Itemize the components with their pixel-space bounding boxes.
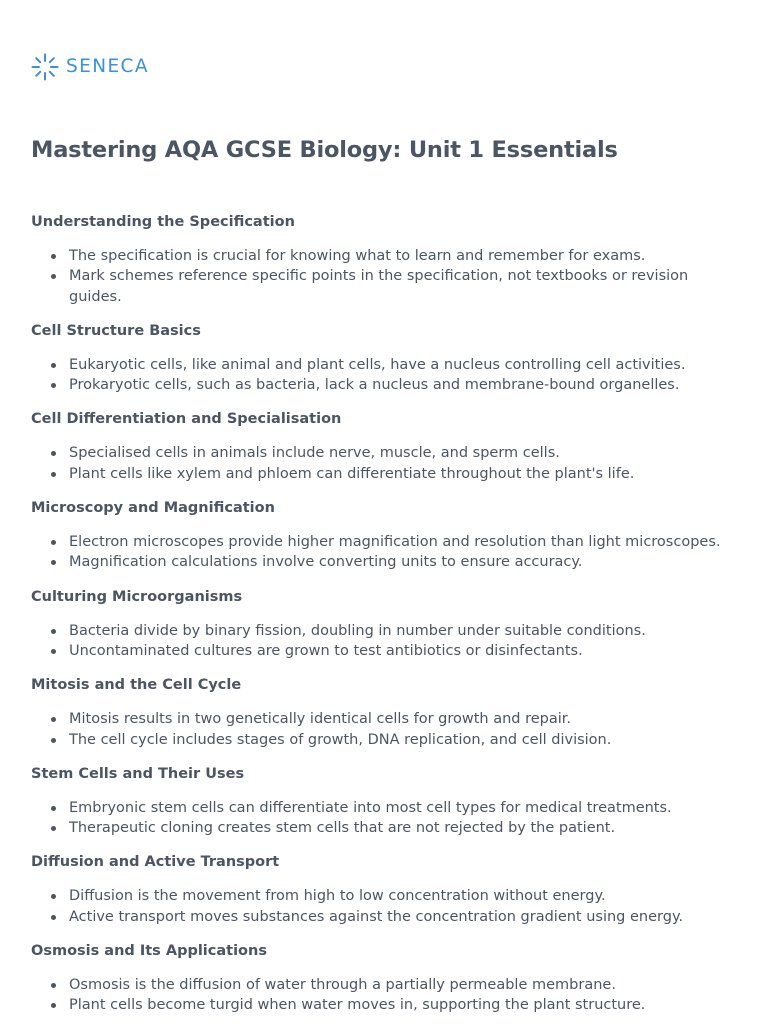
bullet-item: Specialised cells in animals include nerve, muscle, and sperm cells. bbox=[31, 443, 743, 463]
bullet-item: Eukaryotic cells, like animal and plant cells, have a nucleus controlling cell activities. bbox=[31, 355, 743, 375]
bullet-list bbox=[31, 355, 743, 396]
bullet-item: Uncontaminated cultures are grown to test antibiotics or disinfectants. bbox=[31, 641, 743, 661]
bullet-list bbox=[31, 443, 743, 484]
bullet-list bbox=[31, 621, 743, 662]
bullet-list bbox=[31, 532, 743, 573]
bullet-item: The cell cycle includes stages of growth, DNA replication, and cell division. bbox=[31, 730, 743, 750]
bullet-item: Plant cells like xylem and phloem can differentiate throughout the plant's life. bbox=[31, 464, 743, 484]
bullet-item: Plant cells become turgid when water moves in, supporting the plant structure. bbox=[31, 995, 743, 1015]
bullet-item: Mitosis results in two genetically identical cells for growth and repair. bbox=[31, 709, 743, 729]
section-heading: Osmosis and Its Applications bbox=[31, 943, 267, 960]
bullet-item: Bacteria divide by binary fission, doubling in number under suitable conditions. bbox=[31, 621, 743, 641]
page-title: Mastering AQA GCSE Biology: Unit 1 Essentials bbox=[31, 137, 618, 163]
bullet-list bbox=[31, 975, 743, 1016]
section-heading: Culturing Microorganisms bbox=[31, 588, 243, 605]
section-heading: Mitosis and the Cell Cycle bbox=[31, 677, 242, 694]
bullet-item: Mark schemes reference specific points in the specification, not textbooks or revision guides. bbox=[31, 266, 743, 307]
bullet-item: The specification is crucial for knowing what to learn and remember for exams. bbox=[31, 246, 743, 266]
bullet-item: Osmosis is the diffusion of water through a partially permeable membrane. bbox=[31, 975, 743, 995]
bullet-list bbox=[31, 246, 743, 307]
bullet-item: Therapeutic cloning creates stem cells that are not rejected by the patient. bbox=[31, 818, 743, 838]
bullet-item: Embryonic stem cells can differentiate into most cell types for medical treatments. bbox=[31, 798, 743, 818]
seneca-starburst-icon bbox=[31, 53, 59, 81]
section-heading: Understanding the Specification bbox=[31, 214, 295, 230]
section-heading: Cell Structure Basics bbox=[31, 322, 201, 339]
notes-content bbox=[31, 212, 743, 1024]
bullet-item: Magnification calculations involve converting units to ensure accuracy. bbox=[31, 552, 743, 572]
bullet-list bbox=[31, 798, 743, 839]
bullet-item: Electron microscopes provide higher magnification and resolution than light microscopes. bbox=[31, 532, 743, 552]
section-heading: Microscopy and Magnification bbox=[31, 500, 275, 517]
section-heading: Stem Cells and Their Uses bbox=[31, 765, 245, 782]
bullet-item: Diffusion is the movement from high to low concentration without energy. bbox=[31, 886, 743, 906]
bullet-item: Prokaryotic cells, such as bacteria, lack a nucleus and membrane-bound organelles. bbox=[31, 375, 743, 395]
bullet-list bbox=[31, 886, 743, 927]
section-heading: Cell Differentiation and Specialisation bbox=[31, 411, 342, 428]
section-heading: Diffusion and Active Transport bbox=[31, 854, 280, 871]
seneca-logo bbox=[31, 53, 149, 81]
bullet-item: Active transport moves substances against the concentration gradient using energy. bbox=[31, 907, 743, 927]
bullet-list bbox=[31, 709, 743, 750]
logo-wordmark: SENECA bbox=[66, 56, 149, 77]
